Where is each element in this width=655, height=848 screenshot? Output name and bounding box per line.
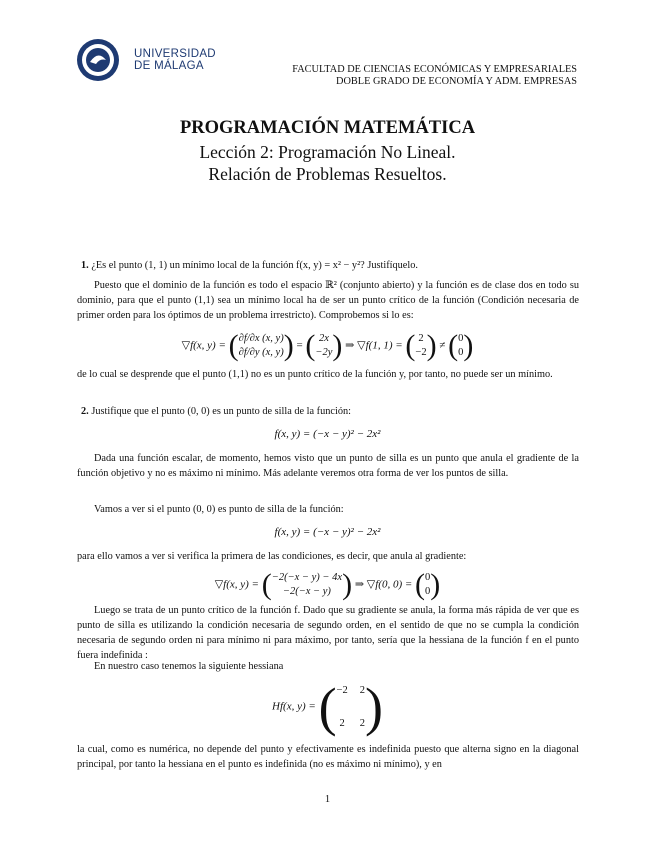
problem1-text: ¿Es el punto (1, 1) un mínimo local de la función f(x, y) = x² − y²? Justifíquelo. xyxy=(91,260,418,271)
problem2-para6: la cual, como es numérica, no depende del punto y efectivamente es indefinida puesto que alterna signo en la diagonal principal, por tanto la hessiana en el punto es indefinida (no es máximo ni mínimo), y en xyxy=(77,744,579,770)
problem1-gradient-equation xyxy=(0,331,655,361)
faculty-line2: DOBLE GRADO DE ECONOMÍA Y ADM. EMPRESAS xyxy=(336,76,577,87)
z-top: 0 xyxy=(425,572,431,583)
partial-x: ∂f/∂x (x, y) xyxy=(238,333,284,344)
problem2-statement xyxy=(77,404,583,419)
problem2-function: f(x, y) = (−x − y)² − 2x² xyxy=(274,428,381,440)
document-subtitle: Relación de Problemas Resueltos. xyxy=(208,164,447,184)
problem2-gradient-equation xyxy=(0,570,655,600)
hess-12: 2 xyxy=(359,685,365,696)
page-number: 1 xyxy=(324,794,331,805)
zero-top: 0 xyxy=(458,333,464,344)
problem2-para4: Luego se trata de un punto crítico de la función f. Dado que su gradiente se anula, la forma más rápida de ver que es punto de silla es utilizando la condición necesaria de segundo orden, en el sentido de que no se cumpla la condición necesaria de segundo orden ni para mínimo ni para máximo, por tanto, sería que la hessiana de la función f en el punto fuera indefinida : xyxy=(77,605,579,661)
hess-21: 2 xyxy=(339,718,345,729)
partial-y: ∂f/∂y (x, y) xyxy=(238,347,284,358)
eq-equals: = xyxy=(296,339,303,352)
val-top: 2 xyxy=(418,333,424,344)
zero-vector: ( 0 0 ) xyxy=(448,329,474,362)
gradient-vector: ( 2x −2y ) xyxy=(305,329,343,362)
grad-lhs: ▽f(x, y) = xyxy=(214,578,259,591)
eq-implies: ⇒ ▽f(1, 1) = xyxy=(345,339,403,352)
problem1-number: 1. xyxy=(81,260,89,271)
document-title: PROGRAMACIÓN MATEMÁTICA xyxy=(179,118,476,138)
faculty-header xyxy=(292,64,577,88)
problem2-function-repeat: f(x, y) = (−x − y)² − 2x² xyxy=(274,526,381,538)
hessian-lhs: Hf(x, y) = xyxy=(272,700,316,713)
university-seal-logo xyxy=(76,38,120,82)
val-bot: −2 xyxy=(415,347,427,358)
grad-top: −2(−x − y) − 4x xyxy=(271,572,343,583)
problem2-para2: Vamos a ver si el punto (0, 0) es punto de silla de la función: xyxy=(94,504,344,515)
not-equal: ≠ xyxy=(439,339,446,352)
gradient-vector-2: ( −2(−x − y) − 4x −2(−x − y) ) xyxy=(261,568,353,601)
partials-vector: ( ∂f/∂x (x, y) ∂f/∂y (x, y) ) xyxy=(228,329,294,362)
gradient-at-point: ( 2 −2 ) xyxy=(405,329,437,362)
problem2-number: 2. xyxy=(81,406,89,417)
university-line1: UNIVERSIDAD xyxy=(134,48,216,60)
problem2-para1: Dada una función escalar, de momento, hemos visto que un punto de silla es un punto que anula el gradiente de la función objetivo y no es máximo ni mínimo. Más adelante veremos otra forma de ver los puntos de silla. xyxy=(77,453,579,479)
hess-22: 2 xyxy=(359,718,365,729)
zero-bot: 0 xyxy=(458,347,464,358)
z-bot: 0 xyxy=(425,586,431,597)
hess-11: −2 xyxy=(336,685,348,696)
problem2-para5: En nuestro caso tenemos la siguiente hessiana xyxy=(94,661,284,672)
hessian-equation xyxy=(0,677,655,737)
faculty-line1: FACULTAD DE CIENCIAS ECONÓMICAS Y EMPRESARIALES xyxy=(292,64,577,75)
vec-top: 2x xyxy=(318,333,329,344)
problem2-para3: para ello vamos a ver si verifica la primera de las condiciones, es decir, que anula al gradiente: xyxy=(77,551,467,562)
grad-implies: ⇒ ▽f(0, 0) = xyxy=(354,578,413,591)
problem1-para2: de lo cual se desprende que el punto (1,1) no es un punto crítico de la función y, por tanto, no puede ser un mínimo. xyxy=(77,369,553,380)
university-line2: DE MÁLAGA xyxy=(134,60,204,72)
problem1-statement xyxy=(77,258,583,273)
grad-bot: −2(−x − y) xyxy=(282,586,331,597)
university-name xyxy=(134,48,216,72)
lesson-title: Lección 2: Programación No Lineal. xyxy=(199,142,456,162)
vec-bot: −2y xyxy=(315,347,333,358)
eq-lhs: ▽f(x, y) = xyxy=(181,339,226,352)
hessian-matrix: ( −2 2 2 2 ) xyxy=(318,677,383,737)
problem1-para1: Puesto que el dominio de la función es todo el espacio ℝ² (conjunto abierto) y la función es de clase dos en todo su dominio, para que el punto (1,1) sea un mínimo local ha de ser un punto crítico de la función (Condición necesaria de primer orden para los óptimos de un problema irrestricto). Comprobemos si lo es: xyxy=(77,280,579,321)
problem2-text: Justifique que el punto (0, 0) es un punto de silla de la función: xyxy=(91,406,351,417)
zero-vector-2: ( 0 0 ) xyxy=(415,568,441,601)
